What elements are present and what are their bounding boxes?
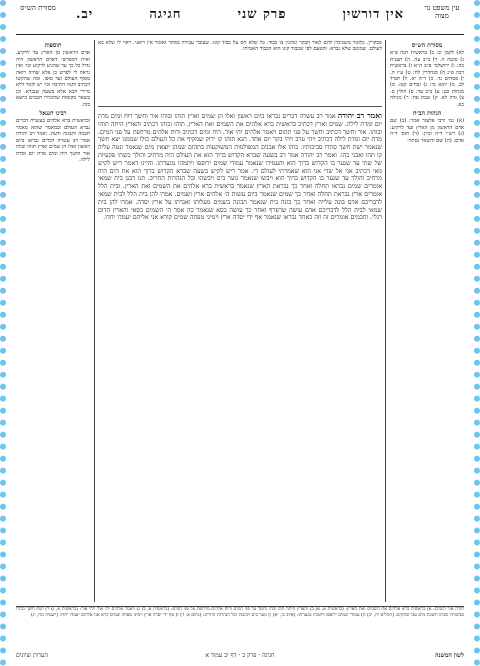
right-column-text: לא) לקמן יב: ב) בראשית רבה פ״א ג) סוטה ה. ד) ב״ב עה. ה) תענית כה: ו) ירושלמי פ״ב ה״א ז) בראשית רבה פ״ג ח) סנהדרין לח: ט) ע״ז ה. י) פסחים נד. כ) ר״ה יא. ל) תמיד לב. מ) יומא נד: נ) זבחים קטז. ס) מנחות כט: ע) ב״ב עד: פ) חולין ס. צ) נדה לא. ק) שבת פח: ר) מגילה כא. <box>390 50 464 108</box>
page-footer <box>16 652 464 662</box>
header-chapter-number: פרק שני <box>237 7 287 22</box>
right-margin-column <box>390 40 464 642</box>
left-column-notes: ובראשית ברא אלהים בעשרה דברים נברא העולם ובמאמר שהוא מאמר חכמה ותבונה ודעת. ואמר רב יהודה אמר רב עשרה דברים נבראו ביום ראשון ואלו הן שמים וארץ תוהו ובוהו אור וחשך רוח ומים מדת יום ומדת לילה. <box>16 118 90 163</box>
header-titles <box>76 6 404 22</box>
header-rule <box>16 34 464 35</box>
header-tractate: חגיגה <box>149 7 182 22</box>
footer-right: לשון המשנה <box>435 652 464 659</box>
footer-left: הערות וציונים <box>16 652 48 659</box>
right-column-heading: מסורת הש״ס <box>411 42 443 49</box>
header-folio: יב. <box>76 7 94 22</box>
left-column-text: אדם הראשון מן הארץ עד לרקיע. ואית דמפרשי דאדם הראשון היה גדול כל כך עד שהגיע לרקיע וכו׳ ואין נראה לי לפרש כן אלא שהיה רואה מסוף העולם ועד סופו. ומה שהקשו דכתיב ותנח התיבה וכו׳ יש לומר דלא מיירי הכא אלא בשעה שנברא. וכן בשאר מקומות שהזכירו חכמים כיוצא בזה. <box>16 50 90 108</box>
footnotes-text: תורה אור השלם: א) בראשית ברא אלהים את השמים ואת הארץ: (בראשית א, א) ב) והארץ היתה תהו ובהו וחשך על פני תהום ורוח אלהים מרחפת על פני המים: (בראשית א, ב) ג) ויאמר אלהים יהי אור ויהי אור: (בראשית א, ג) ד) ישת חשך סתרו סביבותיו סכתו חשכת מים עבי שחקים: (תהלים יח, יב) ה) עמודי שמים ירופפו ויתמהו מגערתו: (איוב כו, יא) ו) גוער בים ויבשהו וכל הנהרות החריב: (נחום א, ד) ז) אף ידי יסדה ארץ וימיני טפחה שמים קרא אני אליהם יעמדו יחדו: (ישעיה מח, יג) <box>16 607 464 618</box>
rashi-commentary <box>98 40 382 107</box>
footer-center: חגיגה · פרק ב · דף יב עמוד א <box>205 652 275 659</box>
right-divider <box>385 40 386 602</box>
right-column-section: הגהות הב״ח <box>412 110 442 118</box>
header-right-note: עין משפט נר מצוה <box>424 4 460 20</box>
left-divider <box>94 40 95 602</box>
left-margin-column <box>16 40 90 642</box>
main-text <box>98 112 382 222</box>
main-text-block <box>98 112 382 602</box>
page-header <box>16 4 464 36</box>
right-column-notes: (א) גמ׳ ורבי אלעזר אמר: (ב) שם אדם הראשון מן הארץ ועד לרקיע: (ג) רש״י ד״ה וכיון: (ד) תוס׳ ד״ה אדם: (ה) שם והשאר נסתר: <box>390 118 464 144</box>
left-column-section: רבינו חננאל <box>39 110 67 118</box>
main-text-body: אמר רב עשרה דברים נבראו ביום ראשון ואלו הן שמים וארץ תוהו ובוהו אור וחשך רוח ומים מדת יום ומדת לילה. שמים וארץ דכתיב בראשית ברא אלהים את השמים ואת הארץ. תוהו ובוהו דכתיב והארץ היתה תוהו ובוהו. אור וחשך דכתיב וחשך על פני תהום ויאמר אלהים יהי אור. רוח ומים דכתיב ורוח אלהים מרחפת על פני המים. מדת יום ומדת לילה דכתיב ויהי ערב ויהי בקר יום אחד. תנא תוהו קו ירוק שמקיף את כל העולם כולו שממנו יצא חשך שנאמר ישת חשך סתרו סביבותיו. בוהו אלו אבנים המפולמות המשוקעות בתהום שמהן יוצאין מים שנאמר ונטה עליה קו תהו ואבני בהו. ואמר רב יהודה אמר רב בשעה שברא הקדוש ברוך הוא את העולם היה מרחיב והולך כשתי פקעיות של שתי עד שגער בו הקדוש ברוך הוא והעמידו שנאמר עמודי שמים ירופפו ויתמהו מגערתו. והיינו דאמר ריש לקיש מאי דכתיב אני אל שדי אני הוא שאמרתי לעולם די. אמר ריש לקיש בשעה שברא הקדוש ברוך הוא את הים היה מרחיב והולך עד שגער בו הקדוש ברוך הוא ויבשו שנאמר גוער בים ויבשהו וכל הנהרות החריב. תנו רבנן בית שמאי אומרים שמים נבראו תחלה ואחר כך נבראת הארץ שנאמר בראשית ברא אלהים את השמים ואת הארץ. ובית הלל אומרים ארץ נבראת תחלה ואחר כך שמים שנאמר ביום עשות ה׳ אלהים ארץ ושמים. אמרו להן בית הלל לבית שמאי לדבריכם אדם בונה עלייה ואחר כך בונה בית שנאמר הבונה בשמים מעלותו ואגדתו על ארץ יסדה. אמרו להן בית שמאי לבית הלל לדבריכם אדם עושה שרפרף ואחר כך עושה כסא שנאמר כה אמר ה׳ השמים כסאי והארץ הדום רגלי. וחכמים אומרים זה וזה כאחד נבראו שנאמר אף ידי יסדה ארץ וימיני טפחה שמים קורא אני אליהם יעמדו יחדו. <box>98 113 382 222</box>
main-text-lead: ואמר רב יהודה <box>337 112 382 120</box>
rashi-text: מבקרין. כלומר משכימין להם לאור הבקר ונוהגין בו כבוד. כל שלא חס על כבוד קונו. שעובר עבירה בסתר ואומר אין רואני. ראוי לו שלא בא לעולם. שמוטב שלא נברא. והטעם לפי שכבוד קונו הוא הכבוד האמיתי. <box>98 40 382 53</box>
header-chapter-name: אין דורשין <box>342 7 404 22</box>
footnotes-block <box>16 606 464 651</box>
left-column-heading: תוספות <box>44 42 62 49</box>
header-left-note: מסורת הש״ס <box>20 4 56 12</box>
